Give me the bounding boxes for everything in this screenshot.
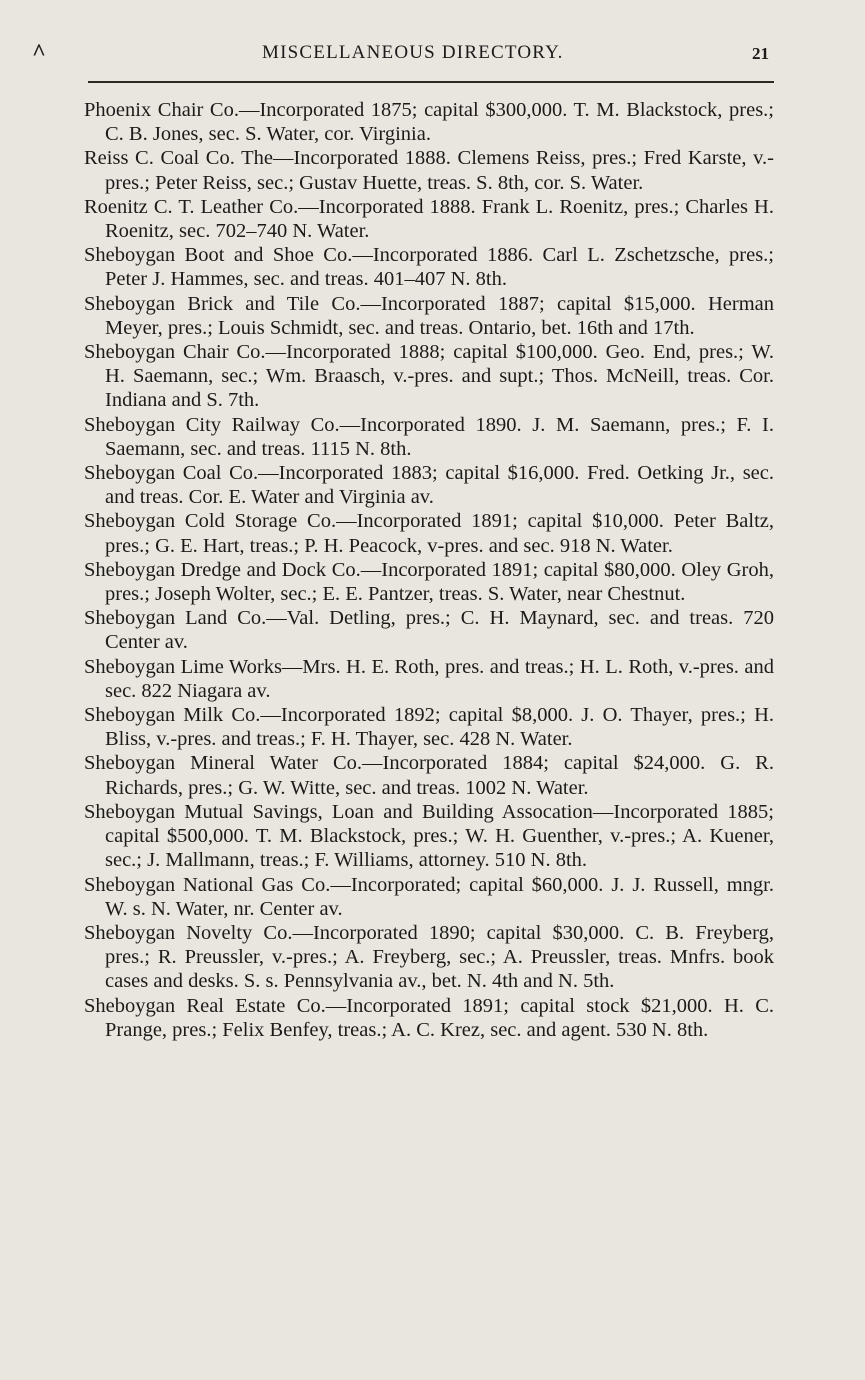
- directory-entry: Sheboygan City Railway Co.—Incorporated 1890. J. M. Saemann, pres.; F. I. Saemann, sec. and treas. 1115 N. 8th.: [84, 413, 774, 460]
- directory-entry: Sheboygan Boot and Shoe Co.—Incorporated 1886. Carl L. Zschetzsche, pres.; Peter J. Hammes, sec. and treas. 401–407 N. 8th.: [84, 244, 774, 291]
- directory-entry: Sheboygan Chair Co.—Incorporated 1888; capital $100,000. Geo. End, pres.; W. H. Saemann, sec.; Wm. Braasch, v.-pres. and supt.; Thos. McNeill, treas. Cor. Indiana and S. 7th.: [84, 341, 774, 412]
- directory-entry: Sheboygan Brick and Tile Co.—Incorporated 1887; capital $15,000. Herman Meyer, pres.; Louis Schmidt, sec. and treas. Ontario, bet. 16th and 17th.: [84, 292, 774, 339]
- directory-entry: Sheboygan Dredge and Dock Co.—Incorporated 1891; capital $80,000. Oley Groh, pres.; Joseph Wolter, sec.; E. E. Pantzer, treas. S. Water, near Chestnut.: [84, 558, 774, 606]
- header-rule: [88, 81, 774, 83]
- page-header: [0, 40, 865, 70]
- directory-entry: Sheboygan Mutual Savings, Loan and Building Assocation—Incorporated 1885; capital $500,000. T. M. Blackstock, pres.; W. H. Guenther, v.-pres.; A. Kuener, sec.; J. Mallmann, treas.; F. Williams, attorney. 510 N. 8th.: [84, 800, 774, 872]
- directory-entry: Reiss C. Coal Co. The—Incorporated 1888. Clemens Reiss, pres.; Fred Karste, v.-pres.; Peter Reiss, sec.; Gustav Huette, treas. S. 8th, cor. S. Water.: [84, 147, 774, 194]
- corner-mark: ^: [32, 40, 46, 66]
- directory-entry: Phoenix Chair Co.—Incorporated 1875; capital $300,000. T. M. Blackstock, pres.; C. B. Jones, sec. S. Water, cor. Virginia.: [84, 99, 774, 146]
- directory-entry: Sheboygan Milk Co.—Incorporated 1892; capital $8,000. J. O. Thayer, pres.; H. Bliss, v.-pres. and treas.; F. H. Thayer, sec. 428 N. Water.: [84, 704, 774, 751]
- directory-entry: Sheboygan Land Co.—Val. Detling, pres.; C. H. Maynard, sec. and treas. 720 Center av.: [84, 607, 774, 654]
- directory-entry: Sheboygan National Gas Co.—Incorporated; capital $60,000. J. J. Russell, mngr. W. s. N. Water, nr. Center av.: [84, 873, 774, 920]
- directory-entry: Sheboygan Novelty Co.—Incorporated 1890; capital $30,000. C. B. Freyberg, pres.; R. Preussler, v.-pres.; A. Freyberg, sec.; A. Preussler, treas. Mnfrs. book cases and desks. S. s. Pennsylvania av., bet. N. 4th and N. 5th.: [84, 921, 774, 993]
- directory-entry: Sheboygan Lime Works—Mrs. H. E. Roth, pres. and treas.; H. L. Roth, v.-pres. and sec. 822 Niagara av.: [84, 655, 774, 702]
- directory-entry: Sheboygan Real Estate Co.—Incorporated 1891; capital stock $21,000. H. C. Prange, pres.; Felix Benfey, treas.; A. C. Krez, sec. and agent. 530 N. 8th.: [84, 994, 774, 1041]
- directory-entry: Sheboygan Mineral Water Co.—Incorporated 1884; capital $24,000. G. R. Richards, pres.; G. W. Witte, sec. and treas. 1002 N. Water.: [84, 752, 774, 799]
- directory-entries: [84, 98, 774, 1042]
- directory-entry: Sheboygan Cold Storage Co.—Incorporated 1891; capital $10,000. Peter Baltz, pres.; G. E. Hart, treas.; P. H. Peacock, v-pres. and sec. 918 N. Water.: [84, 510, 774, 557]
- directory-entry: Sheboygan Coal Co.—Incorporated 1883; capital $16,000. Fred. Oetking Jr., sec. and treas. Cor. E. Water and Virginia av.: [84, 462, 774, 509]
- running-title: MISCELLANEOUS DIRECTORY.: [262, 42, 564, 63]
- page-number: 21: [752, 44, 769, 63]
- directory-entry: Roenitz C. T. Leather Co.—Incorporated 1888. Frank L. Roenitz, pres.; Charles H. Roenitz, sec. 702–740 N. Water.: [84, 195, 774, 243]
